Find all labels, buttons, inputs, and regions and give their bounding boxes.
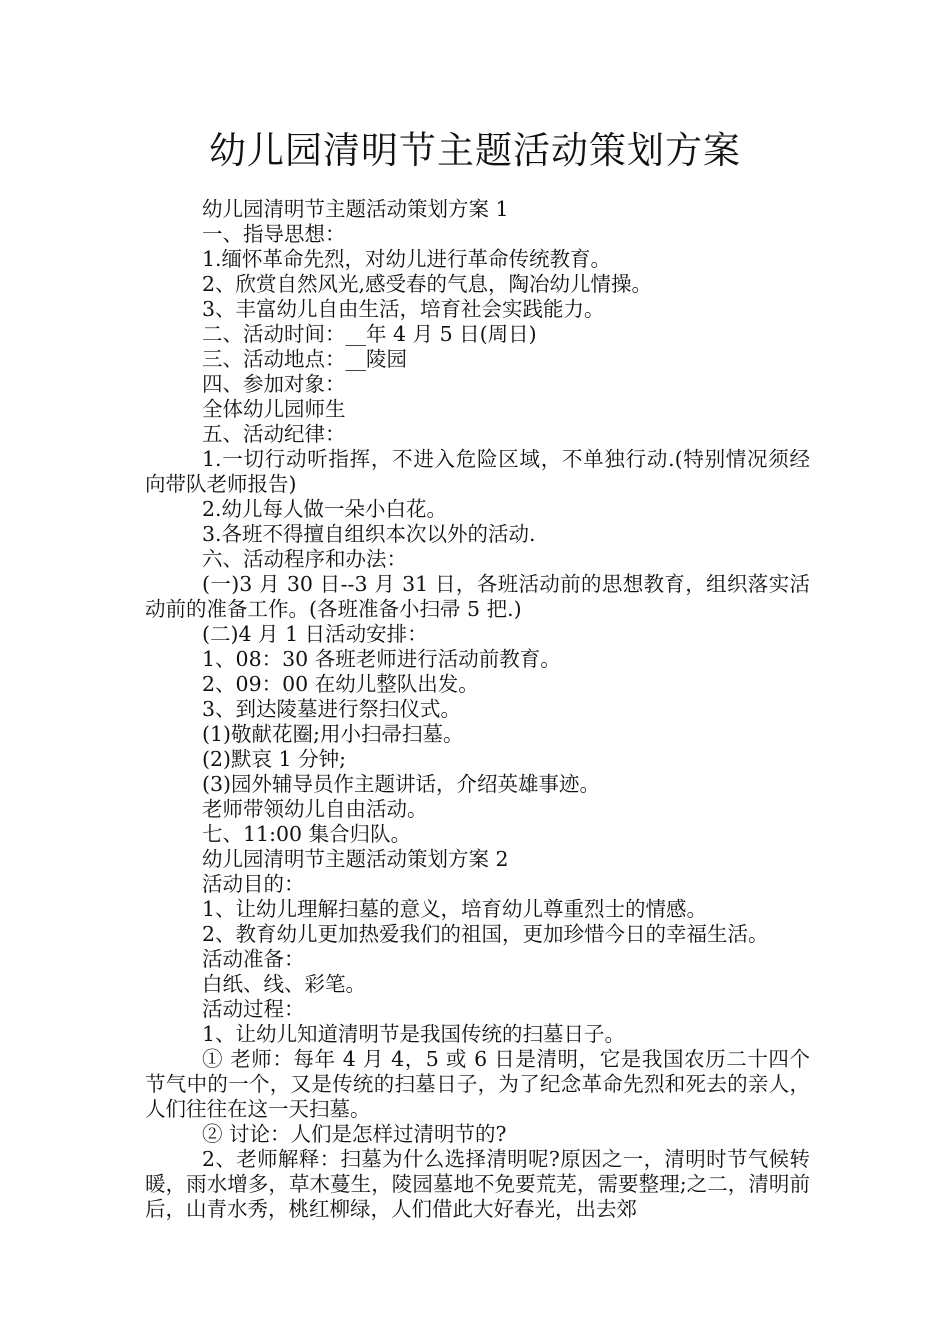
- paragraph: ① 老师：每年 4 月 4，5 或 6 日是清明，它是我国农历二十四个节气中的一个，又是传统的扫墓日子，为了纪念革命先烈和死去的亲人，人们往往在这一天扫墓。: [145, 1047, 810, 1121]
- paragraph: 三、活动地点：__陵园: [202, 347, 407, 371]
- paragraph: 2、老师解释：扫墓为什么选择清明呢?原因之一，清明时节气候转暖，雨水增多，草木蔓生，陵园墓地不免要荒芜，需要整理;之二，清明前后，山青水秀，桃红柳绿，人们借此大好春光，出去郊: [145, 1147, 810, 1221]
- paragraph: 活动准备：: [202, 947, 305, 971]
- paragraph: 3、到达陵墓进行祭扫仪式。: [202, 697, 462, 721]
- paragraph: (3)园外辅导员作主题讲话，介绍英雄事迹。: [202, 772, 601, 796]
- paragraph: (二)4 月 1 日活动安排：: [202, 622, 428, 646]
- paragraph: 幼儿园清明节主题活动策划方案 2: [202, 847, 509, 871]
- paragraph: 2.幼儿每人做一朵小白花。: [202, 497, 448, 521]
- document-body: [145, 197, 810, 1222]
- paragraph: 幼儿园清明节主题活动策划方案 1: [202, 197, 509, 221]
- paragraph: 五、活动纪律：: [202, 422, 346, 446]
- paragraph: 一、指导思想：: [202, 222, 346, 246]
- paragraph: 四、参加对象：: [202, 372, 346, 396]
- paragraph: 六、活动程序和办法：: [202, 547, 407, 571]
- paragraph: 1、让幼儿理解扫墓的意义，培育幼儿尊重烈士的情感。: [202, 897, 708, 921]
- paragraph: 二、活动时间：__年 4 月 5 日(周日): [202, 322, 537, 346]
- paragraph: 1、让幼儿知道清明节是我国传统的扫墓日子。: [202, 1022, 626, 1046]
- paragraph: 3、丰富幼儿自由生活，培育社会实践能力。: [202, 297, 605, 321]
- paragraph: 活动过程：: [202, 997, 305, 1021]
- paragraph: 活动目的：: [202, 872, 305, 896]
- paragraph: ② 讨论：人们是怎样过清明节的?: [202, 1122, 507, 1146]
- paragraph: 2、欣赏自然风光,感受春的气息，陶冶幼儿情操。: [202, 272, 653, 296]
- paragraph: 3.各班不得擅自组织本次以外的活动.: [202, 522, 536, 546]
- paragraph: 七、11:00 集合归队。: [202, 822, 412, 846]
- document-title: 幼儿园清明节主题活动策划方案: [209, 129, 741, 172]
- paragraph: (2)默哀 1 分钟;: [202, 747, 347, 771]
- paragraph: 白纸、线、彩笔。: [202, 972, 366, 996]
- paragraph: (1)敬献花圈;用小扫帚扫墓。: [202, 722, 464, 746]
- paragraph: 1、08：30 各班老师进行活动前教育。: [202, 647, 561, 671]
- paragraph: 1.缅怀革命先烈，对幼儿进行革命传统教育。: [202, 247, 612, 271]
- paragraph: 全体幼儿园师生: [202, 397, 346, 421]
- paragraph: (一)3 月 30 日--3 月 31 日，各班活动前的思想教育，组织落实活动前的准备工作。(各班准备小扫帚 5 把.): [145, 572, 810, 621]
- paragraph: 2、教育幼儿更加热爱我们的祖国，更加珍惜今日的幸福生活。: [202, 922, 769, 946]
- paragraph: 1.一切行动听指挥，不进入危险区域，不单独行动.(特别情况须经向带队老师报告): [145, 447, 810, 496]
- paragraph: 2、09：00 在幼儿整队出发。: [202, 672, 479, 696]
- paragraph: 老师带领幼儿自由活动。: [202, 797, 428, 821]
